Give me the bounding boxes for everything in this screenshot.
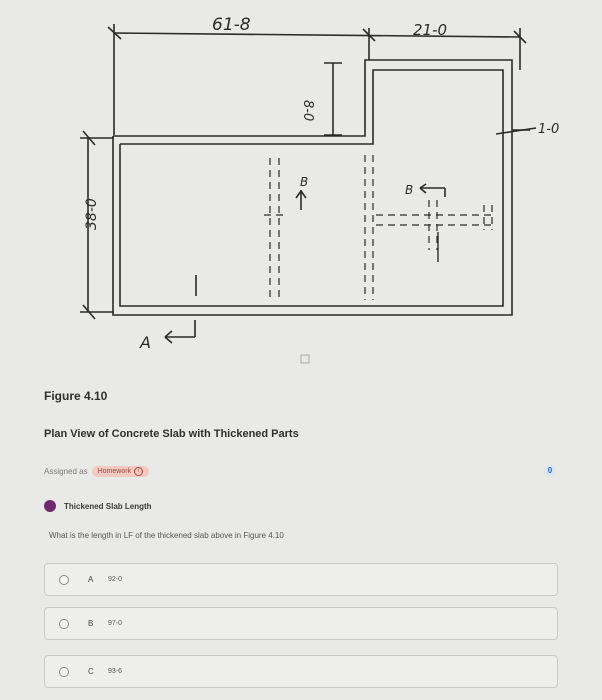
section-b-right-label: B bbox=[405, 183, 414, 197]
option-value: 92-0 bbox=[108, 576, 123, 583]
info-icon[interactable]: i bbox=[134, 467, 143, 476]
figure-label: Figure 4.10 bbox=[44, 389, 108, 403]
option-value: 93-6 bbox=[108, 668, 123, 675]
section-b-left-label: B bbox=[300, 175, 309, 189]
answer-option-a[interactable] bbox=[44, 563, 558, 596]
answer-option-c[interactable] bbox=[44, 655, 558, 688]
homework-badge[interactable] bbox=[92, 466, 149, 477]
homework-badge-label: Homework bbox=[97, 468, 132, 475]
question-header bbox=[44, 500, 152, 512]
question-marker[interactable]: 0 bbox=[544, 465, 556, 477]
dim-right-label: 1-0 bbox=[538, 122, 560, 137]
question-title: Thickened Slab Length bbox=[64, 501, 152, 511]
radio-button[interactable] bbox=[59, 575, 69, 585]
assignment-row bbox=[44, 466, 149, 477]
section-a-label: A bbox=[140, 333, 151, 352]
question-icon bbox=[44, 500, 56, 512]
radio-button[interactable] bbox=[59, 667, 69, 677]
option-value: 97-0 bbox=[108, 620, 123, 627]
figure-caption: Plan View of Concrete Slab with Thickened Parts bbox=[44, 428, 299, 440]
dim-top-right-label: 21-0 bbox=[413, 21, 448, 39]
dim-offset-label: 8-0 bbox=[300, 100, 315, 122]
answer-option-b[interactable] bbox=[44, 607, 558, 640]
option-letter: A bbox=[88, 575, 94, 584]
option-letter: C bbox=[88, 667, 94, 676]
dim-top-left-label: 61-8 bbox=[212, 15, 251, 35]
question-text: What is the length in LF of the thickened slab above in Figure 4.10 bbox=[49, 531, 284, 540]
dim-left-label: 38-0 bbox=[84, 198, 100, 230]
radio-button[interactable] bbox=[59, 619, 69, 629]
assigned-as-label: Assigned as bbox=[44, 467, 88, 476]
option-letter: B bbox=[88, 619, 94, 628]
